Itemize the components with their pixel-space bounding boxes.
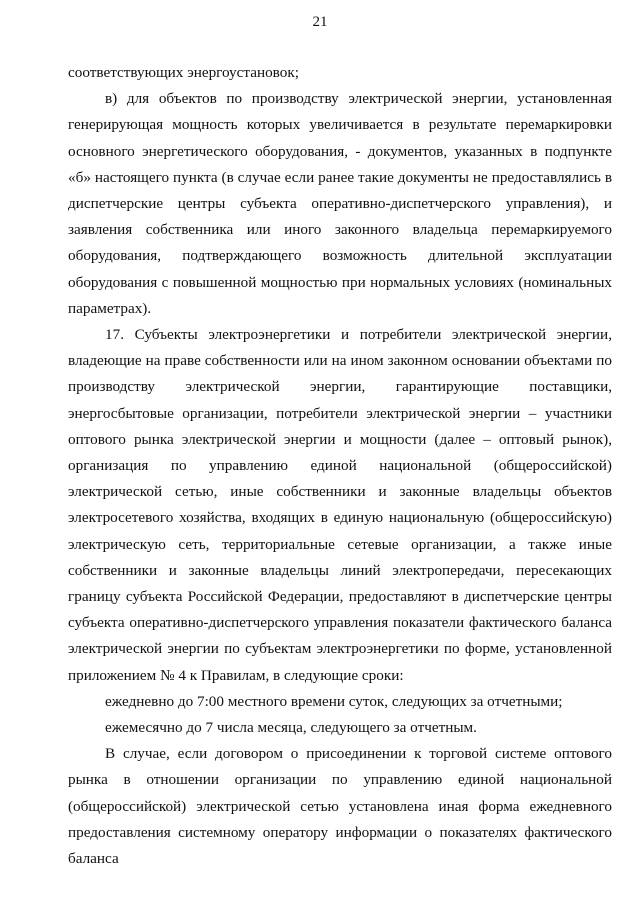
paragraph-item-v: в) для объектов по производству электрической энергии, установленная генерирующая мощность которых увеличивается в результате перемаркировки основного энергетического оборудования, - документов, указанных в подпункте «б» настоящего пункта (в случае если ранее такие документы не предоставлялись в диспетчерские центры субъекта оперативно-диспетчерского управления), и заявления собственника или иного законного владельца перемаркируемого оборудования, подтверждающего возможность длительной эксплуатации оборудования с повышенной мощностью при нормальных условиях (номинальных параметрах). xyxy=(68,90,612,317)
paragraph-daily-deadline: ежедневно до 7:00 местного времени суток, следующих за отчетными; xyxy=(105,692,563,710)
paragraph-monthly-deadline: ежемесячно до 7 числа месяца, следующего за отчетным. xyxy=(105,719,477,737)
paragraph-continuation: соответствующих энергоустановок; xyxy=(68,64,299,81)
paragraph-section-17: 17. Субъекты электроэнергетики и потребители электрической энергии, владеющие на праве собственности или на ином законном основании объектами по производству электрической энергии, гарантирующие поставщики, энергосбытовые организации, потребители электрической энергии – участники оптового рынка электрической энергии и мощности (далее – оптовый рынок), организация по управлению единой национальной (общероссийской) электрической сетью, иные собственники и законные владельцы объектов электросетевого хозяйства, входящих в единую национальную (общероссийскую) электрическую сеть, территориальные сетевые организации, а также иные собственники и законные владельцы линий электропередачи, пересекающих границу субъекта Российской Федерации, предоставляют в диспетчерские центры субъекта оперативно-диспетчерского управления показатели фактического баланса электрической энергии по субъектам электроэнергетики по форме, установленной приложением № 4 к Правилам, в следующие сроки: xyxy=(68,326,612,684)
paragraph-exception: В случае, если договором о присоединении к торговой системе оптового рынка в отношении организации по управлению единой национальной (общероссийской) электрической сетью установлена иная форма ежедневного предоставления системному оператору информации о показателях фактического баланса xyxy=(68,745,612,868)
page-number: 21 xyxy=(312,14,328,30)
document-body xyxy=(68,60,612,872)
